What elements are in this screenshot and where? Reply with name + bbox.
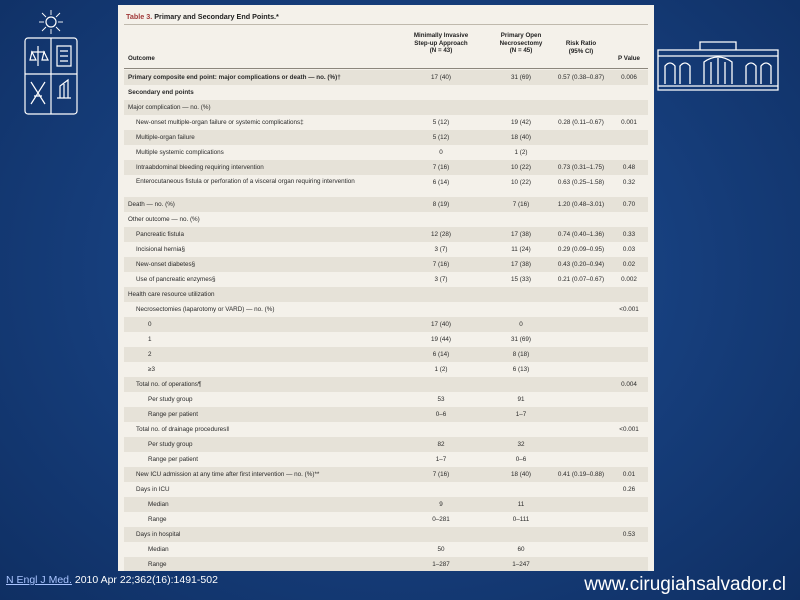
row-label: Total no. of drainage procedures‖	[136, 426, 229, 433]
open-value: 1 (2)	[514, 149, 528, 156]
header-step-up	[398, 32, 484, 55]
open-value: 17 (38)	[511, 261, 531, 268]
table-row	[124, 452, 648, 467]
table-row	[124, 287, 648, 302]
row-label: Secondary end points	[128, 89, 194, 96]
header-outcome: Outcome	[128, 55, 155, 62]
table-row	[124, 242, 648, 257]
open-value: 17 (38)	[511, 231, 531, 238]
table-row	[124, 100, 648, 115]
row-label: Enterocutaneous fistula or perforation of a visceral organ requiring intervention	[136, 178, 355, 185]
step-up-value: 7 (16)	[432, 164, 450, 171]
row-label: Use of pancreatic enzymes§	[136, 276, 216, 283]
header-open-necrosectomy	[484, 32, 558, 55]
step-up-value: 53	[437, 396, 445, 403]
p-value: 0.26	[622, 486, 636, 493]
table-row	[124, 70, 648, 85]
step-up-value: 17 (40)	[431, 321, 451, 328]
header-p-value: P Value	[618, 55, 640, 62]
step-up-value: 3 (7)	[434, 276, 448, 283]
table-row	[124, 160, 648, 175]
table-row	[124, 407, 648, 422]
step-up-value: 5 (12)	[432, 134, 450, 141]
table-row	[124, 317, 648, 332]
table-row	[124, 527, 648, 542]
row-label: 0	[148, 321, 152, 328]
step-up-value: 19 (44)	[431, 336, 451, 343]
header-step-up-line2: Step-up Approach	[414, 39, 468, 47]
header-open-line1: Primary Open	[500, 32, 542, 39]
hospital-building-icon	[656, 38, 780, 94]
open-value: 31 (69)	[511, 74, 531, 81]
row-label: Intraabdominal bleeding requiring intervention	[136, 164, 264, 171]
table-row	[124, 332, 648, 347]
risk-ratio-value: 0.43 (0.20–0.94)	[557, 261, 605, 268]
citation-link[interactable]: N Engl J Med.	[6, 574, 72, 586]
table-row	[124, 377, 648, 392]
step-up-value: 50	[437, 546, 445, 553]
open-value: 15 (33)	[511, 276, 531, 283]
open-value: 1–247	[512, 561, 530, 568]
website-url: www.cirugiahsalvador.cl	[584, 574, 786, 595]
open-value: 10 (22)	[511, 179, 531, 186]
p-value: 0.03	[622, 246, 636, 253]
row-label: Total no. of operations¶	[136, 381, 202, 388]
row-label: Major complication — no. (%)	[128, 104, 211, 111]
table-row	[124, 482, 648, 497]
table-row	[124, 467, 648, 482]
table-row	[124, 497, 648, 512]
open-value: 6 (13)	[512, 366, 530, 373]
row-label: ≥3	[148, 366, 155, 373]
row-label: 1	[148, 336, 152, 343]
p-value: 0.01	[622, 471, 636, 478]
open-value: 10 (22)	[511, 164, 531, 171]
step-up-value: 1–287	[432, 561, 450, 568]
step-up-value: 8 (19)	[432, 201, 450, 208]
table-row	[124, 347, 648, 362]
table-row	[124, 115, 648, 130]
row-label: Multiple-organ failure	[136, 134, 195, 141]
p-value: 0.006	[621, 74, 637, 81]
header-step-up-line1: Minimally Invasive	[413, 32, 469, 39]
row-label: Days in ICU	[136, 486, 170, 493]
table-row	[124, 227, 648, 242]
p-value: 0.33	[622, 231, 636, 238]
p-value: 0.001	[621, 119, 637, 126]
header-divider	[124, 68, 648, 69]
step-up-value: 7 (16)	[432, 261, 450, 268]
step-up-value: 5 (12)	[432, 119, 450, 126]
table-row	[124, 422, 648, 437]
table-row	[124, 437, 648, 452]
row-label: Range	[148, 516, 167, 523]
table-row	[124, 212, 648, 227]
step-up-value: 17 (40)	[431, 74, 451, 81]
risk-ratio-value: 0.29 (0.09–0.95)	[557, 246, 605, 253]
p-value: 0.32	[622, 179, 636, 186]
table-number: Table 3.	[126, 12, 153, 21]
risk-ratio-value: 0.74 (0.40–1.36)	[557, 231, 605, 238]
row-label: Primary composite end point: major complications or death — no. (%)†	[128, 74, 341, 81]
p-value: 0.53	[622, 531, 636, 538]
row-label: New ICU admission at any time after first intervention — no. (%)**	[136, 471, 320, 478]
row-label: Death — no. (%)	[128, 201, 175, 208]
open-value: 19 (42)	[511, 119, 531, 126]
row-label: New-onset diabetes§	[136, 261, 196, 268]
p-value: 0.70	[622, 201, 636, 208]
row-label: Range	[148, 561, 167, 568]
row-label: Days in hospital	[136, 531, 181, 538]
header-rr-line2: (95% CI)	[568, 47, 594, 55]
citation	[6, 574, 218, 586]
open-value: 1–7	[515, 411, 527, 418]
row-label: Multiple systemic complications	[136, 149, 224, 156]
open-value: 0	[519, 321, 523, 328]
risk-ratio-value: 0.63 (0.25–1.58)	[557, 179, 605, 186]
open-value: 18 (40)	[511, 471, 531, 478]
open-value: 11	[517, 501, 525, 508]
step-up-value: 6 (14)	[432, 351, 450, 358]
step-up-value: 82	[437, 441, 445, 448]
row-label: Range per patient	[148, 456, 199, 463]
table-caption: Primary and Secondary End Points.*	[154, 12, 279, 21]
p-value: <0.001	[619, 306, 639, 313]
header-risk-ratio	[549, 40, 613, 55]
row-label: Health care resource utilization	[128, 291, 215, 298]
p-value: 0.002	[621, 276, 637, 283]
risk-ratio-value: 0.21 (0.07–0.67)	[557, 276, 605, 283]
table-row	[124, 257, 648, 272]
row-label: Range per patient	[148, 411, 199, 418]
row-label: New-onset multiple-organ failure or systemic complications‡	[136, 119, 304, 126]
row-label: Pancreatic fistula	[136, 231, 184, 238]
step-up-value: 3 (7)	[434, 246, 448, 253]
table-row	[124, 542, 648, 557]
step-up-value: 7 (16)	[432, 471, 450, 478]
risk-ratio-value: 0.28 (0.11–0.67)	[558, 119, 604, 126]
risk-ratio-value: 0.73 (0.31–1.75)	[557, 164, 605, 171]
open-value: 8 (18)	[512, 351, 530, 358]
open-value: 31 (69)	[511, 336, 531, 343]
citation-details: 2010 Apr 22;362(16):1491-502	[71, 574, 218, 586]
row-label: Median	[148, 546, 169, 553]
open-value: 11 (24)	[511, 246, 531, 253]
step-up-value: 0	[439, 149, 443, 156]
header-open-line2: Necrosectomy	[499, 39, 543, 47]
table-row	[124, 362, 648, 377]
step-up-value: 0–281	[432, 516, 450, 523]
table-row	[124, 392, 648, 407]
p-value: <0.001	[619, 426, 639, 433]
university-emblem-icon	[20, 8, 82, 120]
row-label: Median	[148, 501, 169, 508]
table-row	[124, 85, 648, 100]
row-label: Other outcome — no. (%)	[128, 216, 200, 223]
title-divider	[124, 24, 648, 25]
row-label: Incisional hernia§	[136, 246, 186, 253]
risk-ratio-value: 1.20 (0.48–3.01)	[557, 201, 605, 208]
open-value: 91	[517, 396, 525, 403]
row-label: Per study group	[148, 396, 193, 403]
open-value: 18 (40)	[511, 134, 531, 141]
p-value: 0.48	[622, 164, 636, 171]
table-row	[124, 272, 648, 287]
open-value: 7 (16)	[512, 201, 530, 208]
table-row	[124, 512, 648, 527]
risk-ratio-value: 0.41 (0.19–0.88)	[557, 471, 605, 478]
step-up-value: 0–6	[435, 411, 447, 418]
end-points-table	[118, 5, 654, 571]
table-row	[124, 557, 648, 571]
row-label: 2	[148, 351, 152, 358]
header-step-up-line3: (N = 43)	[429, 47, 453, 54]
table-row	[124, 302, 648, 317]
open-value: 0–6	[515, 456, 527, 463]
header-rr-line1: Risk Ratio	[565, 40, 597, 47]
row-label: Necrosectomies (laparotomy or VARD) — no. (%)	[136, 306, 275, 313]
step-up-value: 12 (28)	[431, 231, 451, 238]
table-row	[124, 130, 648, 145]
step-up-value: 1 (2)	[434, 366, 448, 373]
table-row	[124, 175, 648, 197]
table-title	[126, 12, 279, 21]
p-value: 0.004	[621, 381, 637, 388]
open-value: 60	[517, 546, 525, 553]
table-row	[124, 197, 648, 212]
step-up-value: 6 (14)	[432, 179, 450, 186]
row-label: Per study group	[148, 441, 193, 448]
p-value: 0.02	[622, 261, 636, 268]
step-up-value: 9	[439, 501, 443, 508]
step-up-value: 1–7	[435, 456, 447, 463]
open-value: 32	[517, 441, 525, 448]
header-open-line3: (N = 45)	[509, 47, 533, 54]
table-row	[124, 145, 648, 160]
risk-ratio-value: 0.57 (0.38–0.87)	[557, 74, 605, 81]
open-value: 0–111	[512, 516, 530, 523]
